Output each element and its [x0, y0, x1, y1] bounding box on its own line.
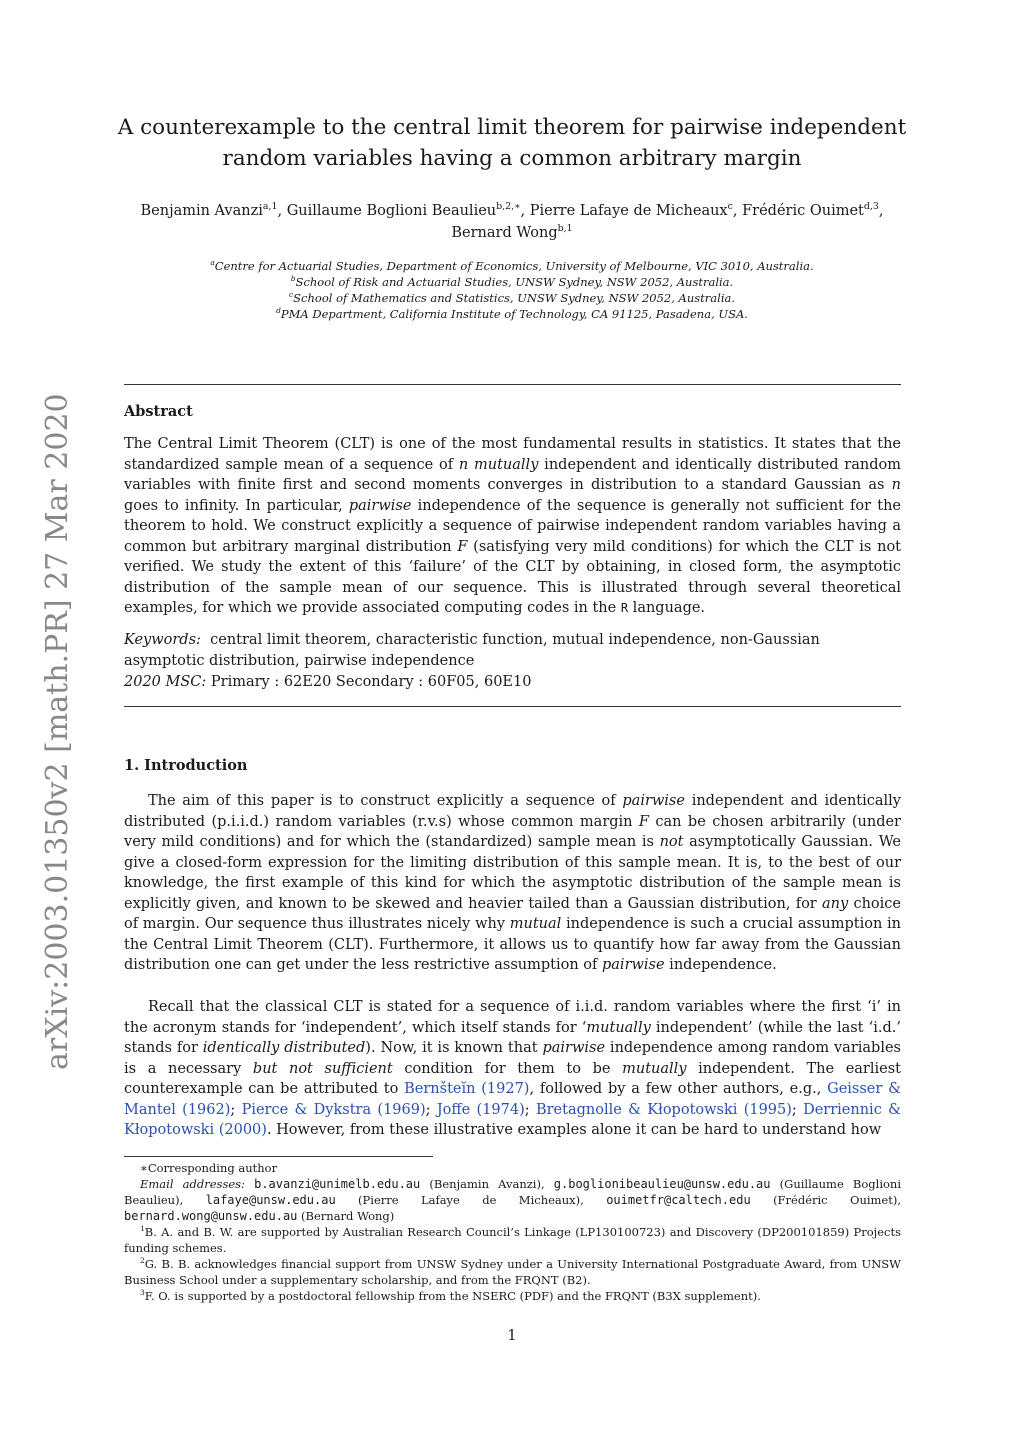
footnote-1: $^1$B. A. and B. W. are supported by Australian Research Council’s Linkage (LP130100723) and Discovery (DP200101859) Projects funding schemes. [124, 1224, 901, 1255]
author-name: Bernard Wong [451, 225, 558, 241]
footnote-emails: Email addresses: b.avanzi@unimelb.edu.au (Benjamin Avanzi), g.boglionibeaulieu@unsw.edu.au (Guillaume Boglioni Beaulieu), lafaye@unsw.edu.au (Pierre Lafaye de Micheaux), ouimetfr@caltech.edu (Frédéric Ouimet), bernard.wong@unsw.edu.au (Bernard Wong) [124, 1177, 902, 1223]
author-line-2 [110, 222, 914, 244]
introduction-paragraph-2: Recall that the classical CLT is stated for a sequence of i.i.d. random variables where the first ‘i’ in the acronym stands for ‘independent’, which itself stands for ‘mutually independent’ (while the last ‘i.d.’ stands for identically distributed). Now, it is known that pairwise independence among random variables is a necessary but not sufficient condition for them to be mutually independent. The earliest counterexample can be attributed to Bernšteĭn (1927), followed by a few other authors, e.g., Geisser & Mantel (1962); Pierce & Dykstra (1969); Joffe (1974); Bretagnolle & Kłopotowski (1995); Derriennic & Kłopotowski (2000). However, from these illustrative examples alone it can be hard to understand how [124, 999, 902, 1138]
affiliation-list [110, 258, 914, 322]
citation-link[interactable]: Bretagnolle & Kłopotowski (1995) [535, 1101, 792, 1118]
email-link[interactable]: g.boglionibeaulieu@unsw.edu.au [553, 1177, 771, 1191]
footnote-2: $^2$G. B. B. acknowledges financial support from UNSW Sydney under a University International Postgraduate Award, from UNSW Business School under a supplementary scholarship, and from the FRQNT (B2). [124, 1256, 901, 1287]
affiliation-item [110, 290, 914, 306]
citation-link[interactable]: Geisser & Mantel (1962) [124, 1081, 901, 1118]
abstract-heading: Abstract [124, 403, 193, 420]
author-superscript: a,1 [262, 201, 278, 213]
title-line-1: A counterexample to the central limit theorem for pairwise independent [117, 115, 907, 140]
page-number: 1 [507, 1328, 517, 1344]
email-link[interactable]: lafaye@unsw.edu.au [205, 1193, 336, 1207]
footnotes [124, 1160, 901, 1304]
email-link[interactable]: ouimetfr@caltech.edu [606, 1193, 751, 1207]
email-link[interactable]: b.avanzi@unimelb.edu.au [254, 1177, 421, 1191]
affiliation-text: School of Risk and Actuarial Studies, UNSW Sydney, NSW 2052, Australia. [295, 275, 734, 289]
citation-link[interactable]: Pierce & Dykstra (1969) [241, 1101, 426, 1118]
affiliation-text: School of Mathematics and Statistics, UNSW Sydney, NSW 2052, Australia. [293, 291, 736, 305]
abstract-body: The Central Limit Theorem (CLT) is one of the most fundamental results in statistics. It states that the standardized sample mean of a sequence of n mutually independent and identically distributed random variables with finite first and second moments converges in distribution to a standard Gaussian as n goes to infinity. In particular, pairwise independence of the sequence is generally not sufficient for the theorem to hold. We construct explicitly a sequence of pairwise independent random variables having a common but arbitrary marginal distribution F (satisfying very mild conditions) for which the CLT is not verified. We study the extent of this ‘failure’ of the CLT by obtaining, in closed form, the asymptotic distribution of the sample mean of our sequence. This is illustrated through several theoretical examples, for which we provide associated computing codes in the R language. [124, 436, 901, 616]
affiliation-marker: c [288, 290, 294, 300]
affiliation-marker: b [290, 274, 296, 284]
abstract-bottom-rule [124, 706, 901, 707]
affiliation-marker: a [210, 258, 215, 268]
abstract-top-rule [124, 384, 901, 385]
affiliation-item [110, 274, 914, 290]
author-line-1: Benjamin Avanzi$^{a,1}$, Guillaume Boglioni Beaulieu$^{b,2,∗}$, Pierre Lafaye de Micheaux$^c$, Frédéric Ouimet$^{d,3}$, [140, 201, 884, 219]
author-name: Benjamin Avanzi [140, 203, 263, 219]
msc-classification [124, 672, 901, 693]
keywords-text: central limit theorem, characteristic function, mutual independence, non-Gaussian asymptotic distribution, pairwise independence [124, 632, 820, 669]
keywords-label: Keywords: [124, 632, 201, 648]
introduction-paragraph-1: The aim of this paper is to construct explicitly a sequence of pairwise independent and identically distributed (p.i.i.d.) random variables (r.v.s) whose common margin F can be chosen arbitrarily (under very mild conditions) and for which the (standardized) sample mean is not asymptotically Gaussian. We give a closed-form expression for the limiting distribution of this sample mean. It is, to the best of our knowledge, the first example of this kind for which the asymptotic distribution of the sample mean is explicitly given, and known to be skewed and heavier tailed than a Gaussian distribution, for any choice of margin. Our sequence thus illustrates nicely why mutual independence is such a crucial assumption in the Central Limit Theorem (CLT). Furthermore, it allows us to quantify how far away from the Gaussian distribution one can get under the less restrictive assumption of pairwise independence. [124, 793, 902, 973]
msc-text: Primary : 62E20 Secondary : 60F05, 60E10 [210, 674, 532, 690]
author-name: Guillaume Boglioni Beaulieu [286, 203, 497, 219]
paper-title [110, 112, 914, 174]
author-superscript: d,3 [863, 201, 879, 213]
keywords [124, 630, 901, 671]
msc-label: 2020 MSC: [124, 674, 207, 690]
footnote-corresponding: ∗Corresponding author [140, 1161, 278, 1175]
citation-link[interactable]: Derriennic & Kłopotowski (2000) [124, 1101, 902, 1138]
author-name: Pierre Lafaye de Micheaux [529, 203, 728, 219]
affiliation-item [110, 258, 914, 274]
affiliation-text: PMA Department, California Institute of Technology, CA 91125, Pasadena, USA. [280, 307, 748, 321]
author-name: Frédéric Ouimet [742, 203, 864, 219]
footnote-3: $^3$F. O. is supported by a postdoctoral fellowship from the NSERC (PDF) and the FRQNT (B3X supplement). [140, 1288, 761, 1303]
author-superscript: b,2,∗ [496, 201, 521, 213]
author-superscript: b,1 [557, 223, 573, 235]
citation-link[interactable]: Bernšteĭn (1927) [404, 1081, 530, 1097]
footnote-rule [124, 1156, 433, 1157]
section-heading-introduction: 1. Introduction [124, 757, 248, 774]
author-list [110, 200, 914, 244]
email-link[interactable]: bernard.wong@unsw.edu.au [124, 1209, 298, 1223]
citation-link[interactable]: Joffe (1974) [436, 1101, 525, 1118]
title-line-2: random variables having a common arbitrary margin [222, 146, 802, 171]
affiliation-text: Centre for Actuarial Studies, Department of Economics, University of Melbourne, VIC 3010, Australia. [214, 259, 814, 273]
affiliation-item [110, 306, 914, 322]
affiliation-marker: d [276, 306, 281, 316]
author-superscript: c [727, 201, 733, 213]
arxiv-identifier-stamp: arXiv:2003.01350v2 [math.PR] 27 Mar 2020 [40, 393, 75, 1070]
